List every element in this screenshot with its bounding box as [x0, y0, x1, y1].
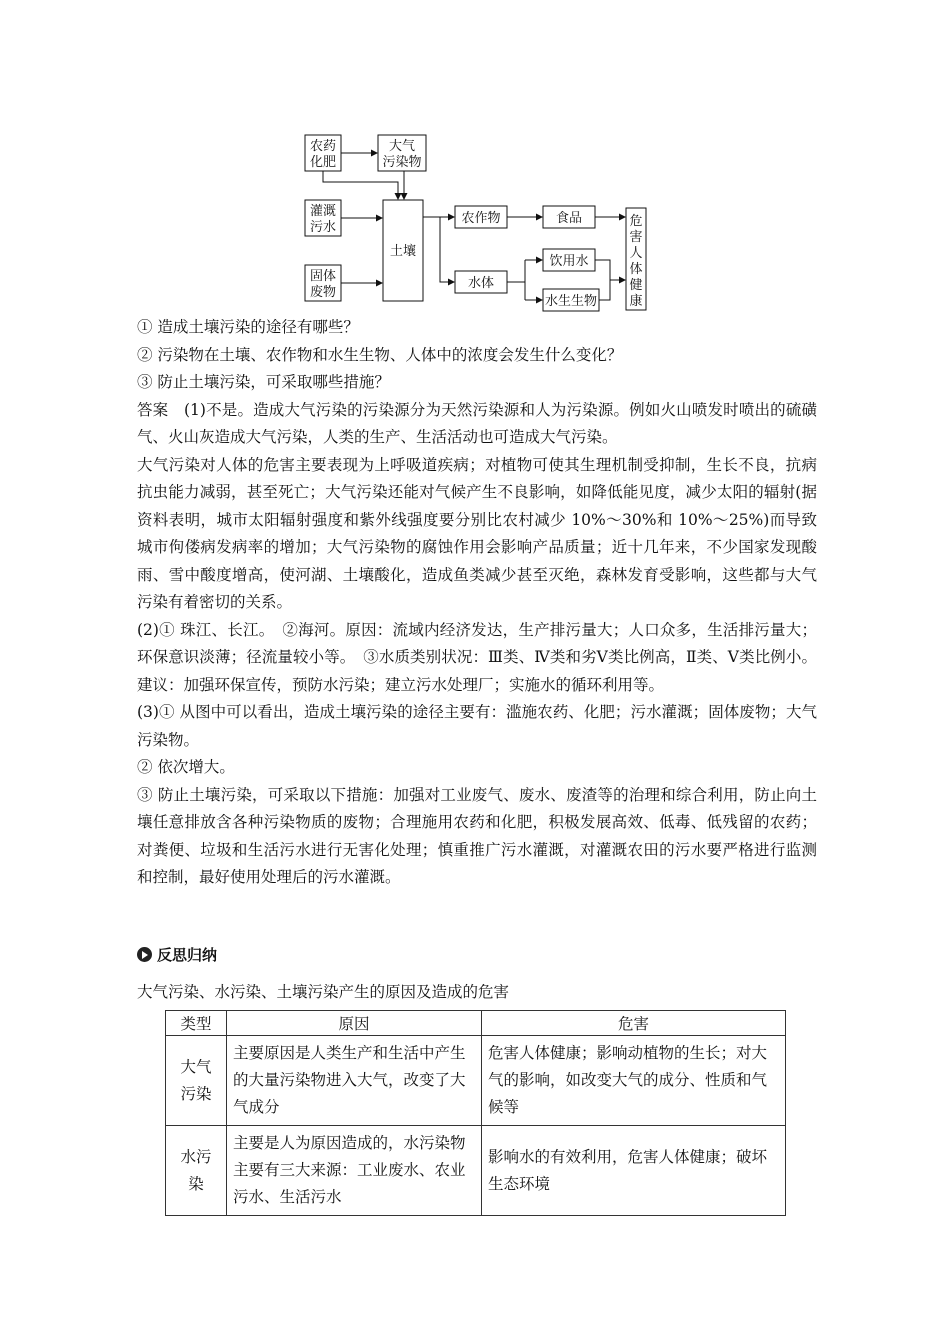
answer-p3: (2)① 珠江、长江。 ②海河。原因：流域内经济发达，生产排污量大；人口众多，生活排污量大；环保意识淡薄；径流量较小等。 ③水质类别状况：Ⅲ类、Ⅳ类和劣Ⅴ类比例高，Ⅱ类、Ⅴ类比例小。建议：加强环保宣传，预防水污染；建立污水处理厂；实施水的循环利用等。: [137, 620, 817, 694]
header-harm: 危害: [482, 1011, 786, 1036]
cause-cell: 主要原因是人类生产和生活中产生的大量污染物进入大气，改变了大气成分: [227, 1036, 482, 1126]
label-food: 食品: [555, 211, 583, 226]
label-harm-4: 体: [629, 262, 643, 277]
table-row: [166, 1036, 786, 1126]
label-aquatic: 水生生物: [544, 294, 598, 309]
label-waste-1: 固体: [309, 269, 337, 284]
table-caption: 大气污染、水污染、土壤污染产生的原因及造成的危害: [137, 983, 510, 1001]
label-water-body: 水体: [467, 276, 495, 291]
label-irrigation-1: 灌溉: [309, 204, 337, 219]
label-irrigation-2: 污水: [309, 220, 337, 235]
answer-p2: 大气污染对人体的危害主要表现为上呼吸道疾病；对植物可使其生理机制受抑制，生长不良，抗病抗虫能力减弱，甚至死亡；大气污染还能对气候产生不良影响，如降低能见度，减少太阳的辐射(据资料表明，城市太阳辐射强度和紫外线强度要分别比农村减少 10%～30%和 10%～25%)而导致城市佝偻病发病率的增加；大气污染物的腐蚀作用会影响产品质量；近十几年来，不少国家发现酸雨、雪中酸度增高，使河湖、土壤酸化，造成鱼类减少甚至灭绝，森林发育受影响，这些都与大气污染有着密切的关系。: [137, 455, 817, 611]
answer-p1: 答案 (1)不是。造成大气污染的污染源分为天然污染源和人为污染源。例如火山喷发时喷出的硫磺气、火山灰造成大气污染，人类的生产、生活活动也可造成大气污染。: [137, 400, 817, 446]
type-line: 染: [188, 1174, 204, 1193]
harm-cell: 危害人体健康；影响动植物的生长；对大气的影响，如改变大气的成分、性质和气候等: [482, 1036, 786, 1126]
label-harm-6: 康: [629, 294, 643, 309]
label-pesticide-1: 农药: [309, 139, 337, 154]
label-waste-2: 废物: [309, 285, 337, 300]
cause-cell: 主要是人为原因造成的，水污染物主要有三大来源：工业废水、农业污水、生活污水: [227, 1126, 482, 1216]
section-heading: [137, 944, 217, 965]
label-air-2: 污染物: [382, 155, 422, 170]
label-harm-1: 危: [629, 214, 643, 229]
label-air-1: 大气: [388, 139, 416, 154]
header-cause: 原因: [227, 1011, 482, 1036]
question-2: ② 污染物在土壤、农作物和水生生物、人体中的浓度会发生什么变化？: [137, 345, 623, 364]
answer-p6: ③ 防止土壤污染，可采取以下措施：加强对工业废气、废水、废渣等的治理和综合利用，防止向土壤任意排放含各种污染物质的废物；合理施用农药和化肥，积极发展高效、低毒、低残留的农药；对粪便、垃圾和生活污水进行无害化处理；慎重推广污水灌溉，对灌溉农田的污水要严格进行监测和控制，最好使用处理后的污水灌溉。: [137, 785, 817, 886]
table-header-row: [166, 1011, 786, 1036]
label-crops: 农作物: [461, 211, 501, 226]
header-type: 类型: [166, 1011, 227, 1036]
question-answer-block: [137, 314, 817, 892]
label-harm-3: 人: [629, 246, 643, 261]
play-circle-icon: [137, 947, 152, 962]
question-3: ③ 防止土壤污染，可采取哪些措施？: [137, 373, 390, 391]
type-line: 水污: [180, 1147, 212, 1166]
answer-p5: ② 依次增大。: [137, 758, 235, 776]
soil-pollution-diagram: [300, 132, 650, 312]
type-line: 污染: [180, 1084, 212, 1103]
label-harm-5: 健: [629, 278, 643, 293]
table-row: [166, 1126, 786, 1216]
pollution-table: [165, 1010, 786, 1216]
type-line: 大气: [180, 1057, 212, 1076]
harm-cell: 影响水的有效利用，危害人体健康；破坏生态环境: [482, 1126, 786, 1216]
question-1: ① 造成土壤污染的途径有哪些？: [137, 318, 359, 336]
section-title: 反思归纳: [157, 946, 218, 964]
label-soil: 土壤: [389, 244, 417, 259]
answer-p4: (3)① 从图中可以看出，造成土壤污染的途径主要有：滥施农药、化肥；污水灌溉；固体废物；大气污染物。: [137, 703, 817, 749]
label-drinking-water: 饮用水: [549, 254, 589, 269]
label-harm-2: 害: [629, 230, 643, 245]
type-cell: [166, 1036, 227, 1126]
type-cell: [166, 1126, 227, 1216]
label-pesticide-2: 化肥: [309, 155, 337, 170]
